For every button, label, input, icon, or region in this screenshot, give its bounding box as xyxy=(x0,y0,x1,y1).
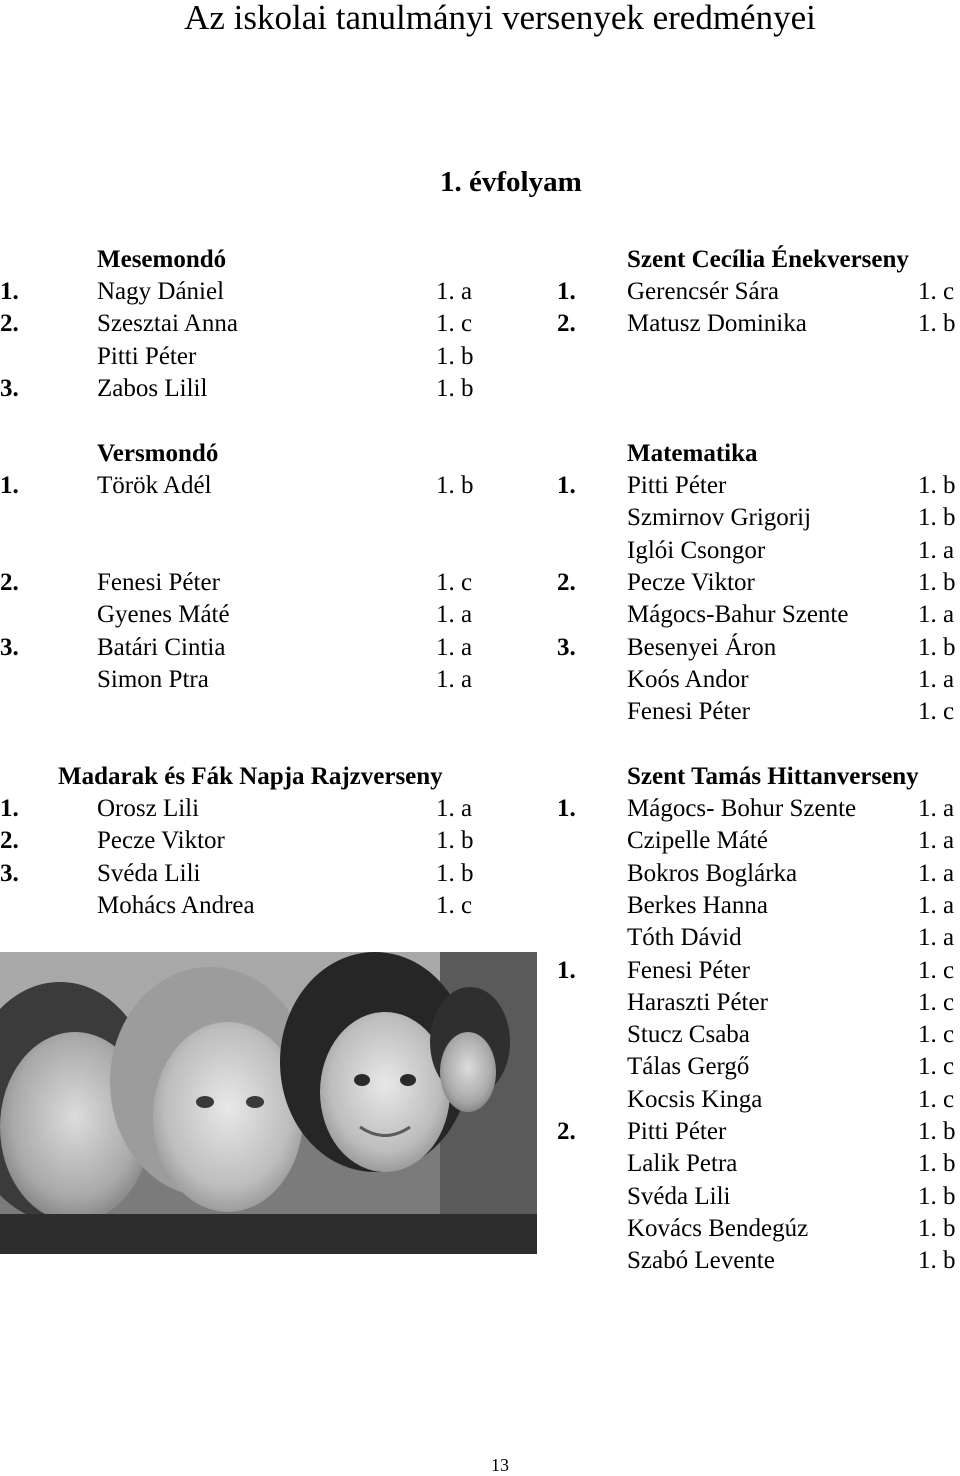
rank: 2. xyxy=(0,568,19,596)
class-label: 1. c xyxy=(436,891,473,919)
student-name: Szabó Levente xyxy=(627,1247,775,1275)
student-name: Berkes Hanna xyxy=(627,891,768,919)
student-name: Mohács Andrea xyxy=(97,891,255,919)
rank: 2. xyxy=(557,310,576,338)
section-title: Szent Cecília Énekverseny xyxy=(627,246,909,273)
section-title: Mesemondó xyxy=(97,246,227,273)
class-label: 1. c xyxy=(918,956,955,984)
result-row xyxy=(557,1084,960,1116)
result-row xyxy=(557,858,960,890)
result-row xyxy=(557,1051,960,1083)
children-photo xyxy=(0,952,537,1254)
result-row xyxy=(0,632,500,664)
student-name: Haraszti Péter xyxy=(627,988,768,1016)
rank: 1. xyxy=(557,278,576,305)
student-name: Zabos Lilil xyxy=(97,374,208,402)
result-row xyxy=(557,890,960,922)
result-row xyxy=(0,599,500,631)
result-row xyxy=(557,696,960,728)
class-label: 1. c xyxy=(918,1053,955,1081)
class-label: 1. a xyxy=(436,601,473,629)
student-name: Fenesi Péter xyxy=(97,568,220,596)
student-name: Bokros Boglárka xyxy=(627,859,798,887)
result-row xyxy=(0,373,500,405)
result-row xyxy=(557,308,960,340)
result-row xyxy=(557,632,960,664)
class-label: 1. b xyxy=(436,859,474,887)
rank: 2. xyxy=(557,568,576,596)
section-title: Matematika xyxy=(627,440,758,467)
result-row xyxy=(557,599,960,631)
student-name: Simon Ptra xyxy=(97,665,209,693)
student-name: Stucz Csaba xyxy=(627,1021,750,1049)
student-name: Pitti Péter xyxy=(627,1118,727,1145)
rank: 3. xyxy=(557,633,576,661)
result-row xyxy=(557,535,960,567)
student-name: Tóth Dávid xyxy=(627,924,742,952)
result-row xyxy=(557,825,960,857)
class-label: 1. a xyxy=(918,827,955,855)
student-name: Pitti Péter xyxy=(627,472,727,499)
result-row xyxy=(0,664,500,696)
class-label: 1. b xyxy=(918,1182,956,1210)
student-name: Besenyei Áron xyxy=(627,633,777,661)
page-title: Az iskolai tanulmányi versenyek eredményei xyxy=(184,0,816,37)
class-label: 1. a xyxy=(918,924,955,952)
class-label: 1. a xyxy=(436,665,473,693)
student-name: Pecze Viktor xyxy=(627,568,755,596)
class-label: 1. a xyxy=(918,859,955,887)
photo-illustration xyxy=(0,952,537,1254)
class-label: 1. c xyxy=(436,310,473,338)
result-row xyxy=(557,793,960,825)
result-row xyxy=(557,1181,960,1213)
section-cecilia xyxy=(557,244,960,354)
result-row xyxy=(557,987,960,1019)
student-name: Matusz Dominika xyxy=(627,310,807,338)
student-name: Fenesi Péter xyxy=(627,956,750,984)
class-label: 1. b xyxy=(918,1214,956,1242)
student-name: Iglói Csongor xyxy=(627,536,766,564)
class-label: 1. b xyxy=(918,310,956,338)
section-hittan xyxy=(557,761,960,1281)
class-label: 1. a xyxy=(436,795,473,822)
class-label: 1. b xyxy=(918,1150,956,1178)
student-name: Koós Andor xyxy=(627,665,749,693)
rank: 3. xyxy=(0,859,19,887)
class-label: 1. c xyxy=(918,1021,955,1049)
student-name: Szesztai Anna xyxy=(97,310,238,338)
result-row xyxy=(557,664,960,696)
student-name: Batári Cintia xyxy=(97,633,226,661)
student-name: Tálas Gergő xyxy=(627,1053,750,1081)
class-label: 1. b xyxy=(436,472,474,499)
rank: 1. xyxy=(0,472,19,499)
class-label: 1. b xyxy=(918,568,956,596)
student-name: Pitti Péter xyxy=(97,342,197,370)
student-name: Szmirnov Grigorij xyxy=(627,504,812,532)
class-label: 1. b xyxy=(918,1118,956,1145)
student-name: Gyenes Máté xyxy=(97,601,230,629)
class-label: 1. a xyxy=(436,633,473,661)
student-name: Lalik Petra xyxy=(627,1150,738,1178)
rank: 1. xyxy=(557,472,576,499)
result-row xyxy=(557,922,960,954)
class-label: 1. a xyxy=(918,795,955,822)
class-label: 1. b xyxy=(918,504,956,532)
rank: 1. xyxy=(557,795,576,822)
section-versmondo xyxy=(0,438,500,698)
rank: 1. xyxy=(557,956,576,984)
result-row xyxy=(557,1116,960,1148)
class-label: 1. a xyxy=(436,278,473,305)
rank: 1. xyxy=(0,795,19,822)
class-label: 1. b xyxy=(918,633,956,661)
grade-heading: 1. évfolyam xyxy=(440,166,582,198)
student-name: Svéda Lili xyxy=(97,859,201,887)
section-matematika xyxy=(557,438,960,738)
result-row xyxy=(557,1245,960,1277)
rank: 2. xyxy=(0,827,19,855)
result-row xyxy=(0,567,500,599)
class-label: 1. c xyxy=(918,1085,955,1113)
student-name: Svéda Lili xyxy=(627,1182,731,1210)
class-label: 1. b xyxy=(436,342,474,370)
result-row xyxy=(557,567,960,599)
result-row xyxy=(557,1213,960,1245)
result-row xyxy=(557,470,960,502)
section-madarak xyxy=(0,761,520,931)
rank: 1. xyxy=(0,278,19,305)
result-row xyxy=(0,890,520,922)
rank: 2. xyxy=(0,310,19,338)
result-row xyxy=(0,825,520,857)
result-row xyxy=(0,858,520,890)
class-label: 1. c xyxy=(436,568,473,596)
class-label: 1. c xyxy=(918,698,955,726)
result-row xyxy=(0,308,500,340)
student-name: Kovács Bendegúz xyxy=(627,1214,809,1242)
class-label: 1. a xyxy=(918,665,955,693)
result-row xyxy=(557,1148,960,1180)
rank: 3. xyxy=(0,374,19,402)
student-name: Gerencsér Sára xyxy=(627,278,779,305)
student-name: Török Adél xyxy=(97,472,212,499)
result-row xyxy=(0,276,500,308)
student-name: Pecze Viktor xyxy=(97,827,225,855)
result-row xyxy=(0,470,500,502)
class-label: 1. b xyxy=(918,472,956,499)
student-name: Kocsis Kinga xyxy=(627,1085,763,1113)
section-title: Versmondó xyxy=(97,440,219,467)
student-name: Mágocs-Bahur Szente xyxy=(627,601,849,629)
class-label: 1. b xyxy=(436,827,474,855)
class-label: 1. a xyxy=(918,891,955,919)
class-label: 1. a xyxy=(918,536,955,564)
class-label: 1. a xyxy=(918,601,955,629)
section-title: Madarak és Fák Napja Rajzverseny xyxy=(58,763,443,790)
result-row xyxy=(557,1019,960,1051)
section-title: Szent Tamás Hittanverseny xyxy=(627,763,919,790)
student-name: Orosz Lili xyxy=(97,795,200,822)
page-number: 13 xyxy=(491,1455,509,1475)
rank: 3. xyxy=(0,633,19,661)
class-label: 1. b xyxy=(918,1247,956,1275)
class-label: 1. c xyxy=(918,278,955,305)
result-row xyxy=(0,793,520,825)
result-row xyxy=(557,276,960,308)
rank: 2. xyxy=(557,1118,576,1145)
class-label: 1. c xyxy=(918,988,955,1016)
result-row xyxy=(557,955,960,987)
student-name: Nagy Dániel xyxy=(97,278,225,305)
student-name: Fenesi Péter xyxy=(627,698,750,726)
result-row xyxy=(557,502,960,534)
class-label: 1. b xyxy=(436,374,474,402)
result-row xyxy=(0,341,500,373)
student-name: Czipelle Máté xyxy=(627,827,768,855)
student-name: Mágocs- Bohur Szente xyxy=(627,795,857,822)
section-mesemondo xyxy=(0,244,500,414)
